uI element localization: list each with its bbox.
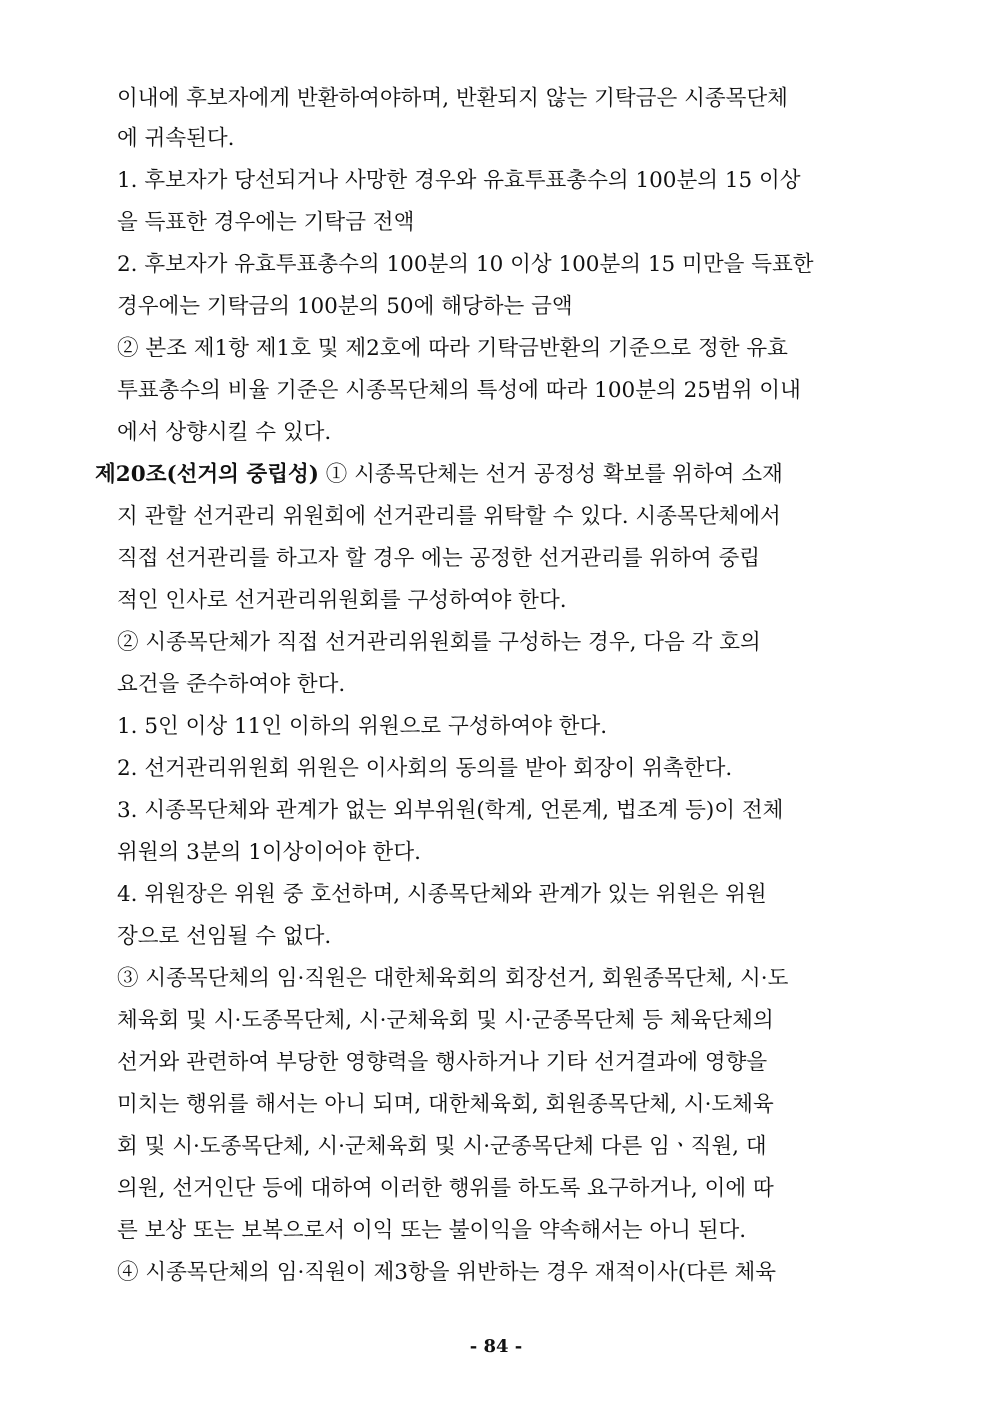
text-line: 투표총수의 비율 기준은 시종목단체의 특성에 따라 100분의 25범위 이내 xyxy=(117,378,801,403)
article-heading: 제20조(선거의 중립성) xyxy=(95,462,319,487)
text-line: 적인 인사로 선거관리위원회를 구성하여야 한다. xyxy=(117,588,567,613)
text-line: 1. 5인 이상 11인 이하의 위원으로 구성하여야 한다. xyxy=(117,714,608,739)
text-line: 2. 후보자가 유효투표총수의 100분의 10 이상 100분의 15 미만을 득표한 xyxy=(117,252,814,277)
text-line: 을 득표한 경우에는 기탁금 전액 xyxy=(117,210,415,235)
text-line: 체육회 및 시·도종목단체, 시·군체육회 및 시·군종목단체 등 체육단체의 xyxy=(117,1008,774,1033)
text-line: 지 관할 선거관리 위원회에 선거관리를 위탁할 수 있다. 시종목단체에서 xyxy=(117,504,781,529)
text-line: ④ 시종목단체의 임·직원이 제3항을 위반하는 경우 재적이사(다른 체육 xyxy=(117,1260,777,1285)
text-line: 4. 위원장은 위원 중 호선하며, 시종목단체와 관계가 있는 위원은 위원 xyxy=(117,882,767,907)
text-line: 에서 상향시킬 수 있다. xyxy=(117,420,332,445)
page-number: - 84 - xyxy=(469,1336,523,1357)
text-line: 3. 시종목단체와 관계가 없는 외부위원(학계, 언론계, 법조계 등)이 전체 xyxy=(117,798,784,823)
text-line: 2. 선거관리위원회 위원은 이사회의 동의를 받아 회장이 위촉한다. xyxy=(117,756,733,781)
text-line: 의원, 선거인단 등에 대하여 이러한 행위를 하도록 요구하거나, 이에 따 xyxy=(117,1176,774,1201)
text-line: 장으로 선임될 수 없다. xyxy=(117,924,332,949)
text-line: 요건을 준수하여야 한다. xyxy=(117,672,346,697)
text-line: 에 귀속된다. xyxy=(117,126,235,151)
article-first-line-text: ① 시종목단체는 선거 공정성 확보를 위하여 소재 xyxy=(318,462,783,487)
article-20-first-line xyxy=(95,464,783,486)
text-line: ② 본조 제1항 제1호 및 제2호에 따라 기탁금반환의 기준으로 정한 유효 xyxy=(117,336,788,361)
text-line: 이내에 후보자에게 반환하여야하며, 반환되지 않는 기탁금은 시종목단체 xyxy=(117,86,788,111)
text-line: 선거와 관련하여 부당한 영향력을 행사하거나 기타 선거결과에 영향을 xyxy=(117,1050,768,1075)
text-line: 경우에는 기탁금의 100분의 50에 해당하는 금액 xyxy=(117,294,573,319)
text-line: 미치는 행위를 해서는 아니 되며, 대한체육회, 회원종목단체, 시·도체육 xyxy=(117,1092,774,1117)
text-line: ② 시종목단체가 직접 선거관리위원회를 구성하는 경우, 다음 각 호의 xyxy=(117,630,761,655)
text-line: 직접 선거관리를 하고자 할 경우 에는 공정한 선거관리를 위하여 중립 xyxy=(117,546,761,571)
text-line: 른 보상 또는 보복으로서 이익 또는 불이익을 약속해서는 아니 된다. xyxy=(117,1218,747,1243)
text-line: 위원의 3분의 1이상이어야 한다. xyxy=(117,840,421,865)
text-line: ③ 시종목단체의 임·직원은 대한체육회의 회장선거, 회원종목단체, 시·도 xyxy=(117,966,789,991)
text-line: 1. 후보자가 당선되거나 사망한 경우와 유효투표총수의 100분의 15 이상 xyxy=(117,168,801,193)
text-line: 회 및 시·도종목단체, 시·군체육회 및 시·군종목단체 다른 임ㆍ직원, 대 xyxy=(117,1134,767,1159)
